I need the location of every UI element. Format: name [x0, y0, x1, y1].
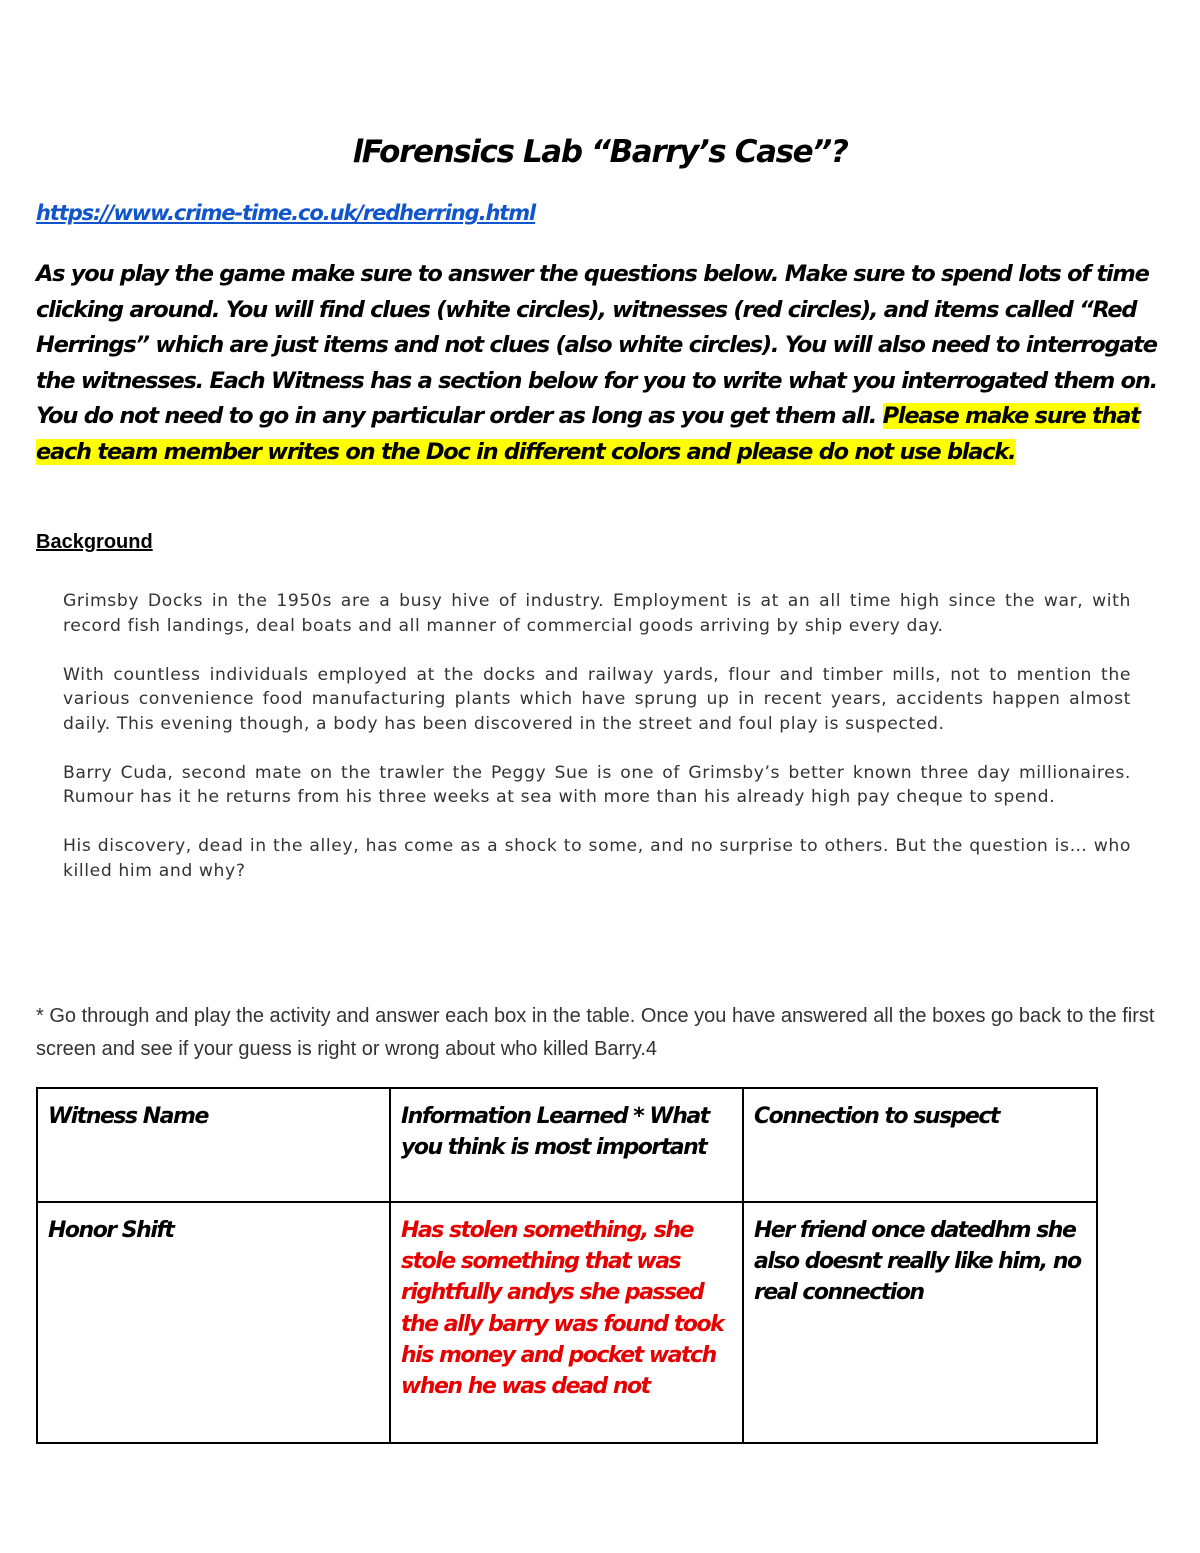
- intro-highlight: Please make sure that each team member writes on the Doc in different colors and please do not use black.: [36, 403, 1140, 465]
- header-information-learned: Information Learned * What you think is most important: [390, 1088, 743, 1202]
- story-paragraph-1: Grimsby Docks in the 1950s are a busy hive of industry. Employment is at an all time high since the war, with record fish landings, deal boats and all manner of commercial goods arriving by ship every day.: [63, 591, 1131, 636]
- story-paragraph-2: With countless individuals employed at the docks and railway yards, flour and timber mills, not to mention the various convenience food manufacturing plants which have sprung up in recent years, accidents happen almost daily. This evening though, a body has been discovered in the street and foul play is suspected.: [63, 664, 1131, 734]
- header-connection: Connection to suspect: [743, 1088, 1097, 1202]
- intro-paragraph: [36, 257, 1171, 471]
- cell-information-learned[interactable]: Has stolen something, she stole something that was rightfully andys she passed the ally barry was found took his money and pocket watch when he was dead not: [390, 1202, 743, 1443]
- table-header-row: [37, 1088, 1097, 1202]
- document-title: lForensics Lab “Barry’s Case”?: [352, 134, 848, 170]
- witness-table: [36, 1087, 1098, 1444]
- background-heading: Background: [36, 531, 153, 553]
- header-witness-name: Witness Name: [37, 1088, 390, 1202]
- table-row: [37, 1202, 1097, 1443]
- story-paragraph-3: Barry Cuda, second mate on the trawler the Peggy Sue is one of Grimsby’s better known three day millionaires. Rumour has it he returns from his three weeks at sea with more than his already high pay cheque to spend.: [63, 762, 1131, 807]
- cell-witness-name[interactable]: Honor Shift: [37, 1202, 390, 1443]
- story-paragraph-4: His discovery, dead in the alley, has come as a shock to some, and no surprise to others. But the question is… who killed him and why?: [63, 836, 1131, 881]
- intro-text: As you play the game make sure to answer the questions below. Make sure to spend lots of time clicking around. You will find clues (white circles), witnesses (red circles), and items called “Red Herrings” which are just items and not clues (also white circles). You will also need to interrogate the witnesses. Each Witness has a section below for you to write what you interrogated them on. You do not need to go in any particular order as long as you get them all.: [36, 261, 1157, 430]
- background-story: [63, 589, 1131, 908]
- instructions-text: * Go through and play the activity and answer each box in the table. Once you have answered all the boxes go back to the first screen and see if your guess is right or wrong about who killed Barry.4: [36, 1005, 1155, 1060]
- cell-connection[interactable]: Her friend once datedhm she also doesnt really like him, no real connection: [743, 1202, 1097, 1443]
- game-link[interactable]: https://www.crime-time.co.uk/redherring.html: [36, 201, 536, 225]
